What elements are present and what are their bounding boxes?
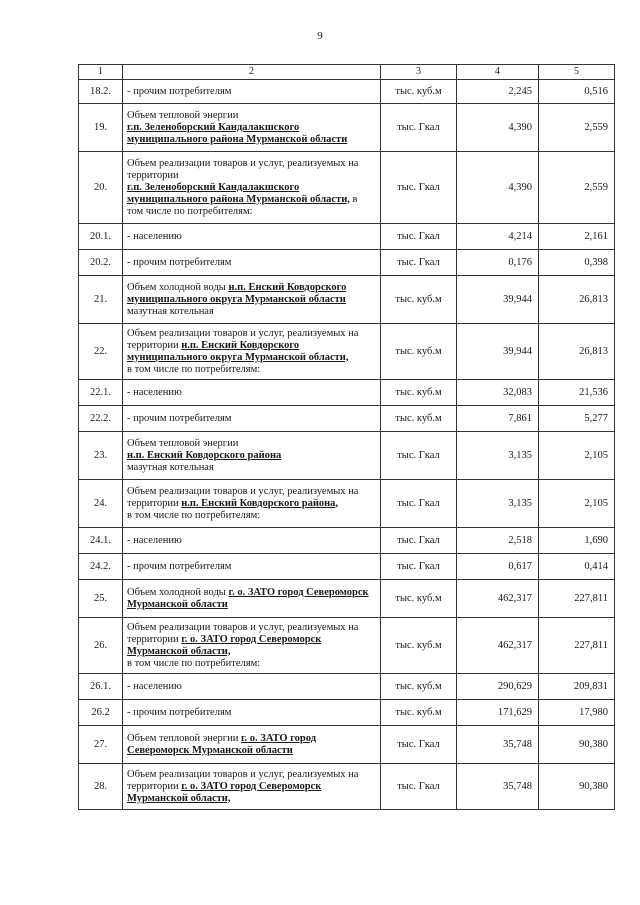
territory-name: г.п. Зеленоборский Кандалакшского муниципального района Мурманской области [127,121,348,145]
value-col5: 227,811 [539,618,615,674]
value-col5: 2,105 [539,432,615,480]
table-row [79,152,615,224]
description-text: Объем реализации товаров и услуг, реализуемых на территории [127,768,359,792]
row-description [123,764,381,810]
value-col4: 32,083 [457,380,539,406]
row-number: 27. [79,726,123,764]
value-col4: 462,317 [457,618,539,674]
unit-cell: тыс. Гкал [381,104,457,152]
description-text: Объем реализации товаров и услуг, реализуемых на территории [127,485,359,509]
header-cell: 2 [123,65,381,80]
value-col5: 26,813 [539,276,615,324]
value-col4: 4,390 [457,152,539,224]
value-col5: 90,380 [539,764,615,810]
territory-name: г.п. Зеленоборский Кандалакшского муниципального района Мурманской области, [127,181,350,205]
value-col5: 90,380 [539,726,615,764]
row-number: 26.2 [79,700,123,726]
unit-cell: тыс. Гкал [381,152,457,224]
table-row [79,528,615,554]
value-col5: 21,536 [539,380,615,406]
unit-cell: тыс. Гкал [381,480,457,528]
table-row [79,324,615,380]
value-col4: 7,861 [457,406,539,432]
description-text: Объем реализации товаров и услуг, реализуемых на территории [127,621,359,645]
table-row [79,380,615,406]
row-number: 20. [79,152,123,224]
territory-name: г. о. ЗАТО город Североморск Мурманской области [127,586,369,610]
unit-cell: тыс. Гкал [381,432,457,480]
unit-cell: тыс. Гкал [381,726,457,764]
value-col4: 39,944 [457,324,539,380]
value-col4: 0,176 [457,250,539,276]
row-description [123,380,381,406]
value-col5: 2,105 [539,480,615,528]
description-text: - населению [127,386,182,398]
unit-cell: тыс. Гкал [381,250,457,276]
territory-name: г. о. ЗАТО город Североморск Мурманской области [127,732,317,756]
row-number: 24.1. [79,528,123,554]
row-description [123,276,381,324]
value-col5: 2,559 [539,104,615,152]
header-cell: 1 [79,65,123,80]
territory-name: г. о. ЗАТО город Североморск Мурманской области, [127,780,322,804]
table-row [79,764,615,810]
table-row [79,224,615,250]
row-number: 26. [79,618,123,674]
table-row [79,618,615,674]
row-number: 21. [79,276,123,324]
value-col5: 26,813 [539,324,615,380]
value-col4: 2,518 [457,528,539,554]
row-number: 22.1. [79,380,123,406]
row-description [123,152,381,224]
description-text: - прочим потребителям [127,560,232,572]
value-col4: 462,317 [457,580,539,618]
value-col5: 2,161 [539,224,615,250]
unit-cell: тыс. Гкал [381,224,457,250]
data-table [78,64,615,810]
description-text: в том числе по потребителям: [127,363,261,375]
row-number: 19. [79,104,123,152]
unit-cell: тыс. Гкал [381,528,457,554]
row-number: 22. [79,324,123,380]
header-cell: 5 [539,65,615,80]
description-text: Объем тепловой энергии [127,732,241,744]
value-col5: 227,811 [539,580,615,618]
row-number: 28. [79,764,123,810]
table-row [79,276,615,324]
value-col5: 0,516 [539,80,615,104]
description-text: - прочим потребителям [127,256,232,268]
description-text: - населению [127,534,182,546]
value-col4: 4,390 [457,104,539,152]
row-description [123,726,381,764]
row-number: 20.2. [79,250,123,276]
header-cell: 4 [457,65,539,80]
unit-cell: тыс. куб.м [381,580,457,618]
table-row [79,700,615,726]
row-number: 26.1. [79,674,123,700]
unit-cell: тыс. куб.м [381,276,457,324]
row-number: 24. [79,480,123,528]
description-text: мазутная котельная [127,461,214,473]
unit-cell: тыс. куб.м [381,674,457,700]
value-col5: 1,690 [539,528,615,554]
table-row [79,104,615,152]
row-number: 23. [79,432,123,480]
description-text: - прочим потребителям [127,85,232,97]
value-col4: 2,245 [457,80,539,104]
row-number: 22.2. [79,406,123,432]
row-description [123,250,381,276]
unit-cell: тыс. куб.м [381,324,457,380]
description-text: Объем тепловой энергии [127,109,239,121]
unit-cell: тыс. куб.м [381,406,457,432]
territory-name: г. о. ЗАТО город Североморск Мурманской области, [127,633,322,657]
value-col5: 17,980 [539,700,615,726]
table-row [79,580,615,618]
value-col4: 171,629 [457,700,539,726]
row-description [123,104,381,152]
table-row [79,80,615,104]
row-number: 24.2. [79,554,123,580]
value-col5: 209,831 [539,674,615,700]
value-col4: 3,135 [457,480,539,528]
description-text: Объем холодной воды [127,281,229,293]
description-text: в том числе по потребителям: [127,657,261,669]
table-row [79,726,615,764]
table-row [79,480,615,528]
value-col4: 0,617 [457,554,539,580]
description-text: Объем реализации товаров и услуг, реализуемых на территории [127,157,359,181]
table-row [79,406,615,432]
territory-name: н.п. Енский Ковдорского муниципального округа Мурманской области, [127,339,349,363]
unit-cell: тыс. куб.м [381,700,457,726]
description-text: - прочим потребителям [127,412,232,424]
unit-cell: тыс. куб.м [381,80,457,104]
row-description [123,674,381,700]
unit-cell: тыс. Гкал [381,554,457,580]
row-description [123,324,381,380]
value-col5: 0,398 [539,250,615,276]
row-description [123,580,381,618]
row-description [123,528,381,554]
row-description [123,480,381,528]
territory-name: н.п. Енский Ковдорского района, [181,497,339,509]
description-text: в том числе по потребителям: [127,193,358,217]
value-col4: 290,629 [457,674,539,700]
row-number: 25. [79,580,123,618]
value-col5: 2,559 [539,152,615,224]
row-number: 20.1. [79,224,123,250]
value-col4: 35,748 [457,764,539,810]
table-row [79,432,615,480]
header-row [79,65,615,80]
territory-name: н.п. Енский Ковдорского района [127,449,282,461]
value-col4: 39,944 [457,276,539,324]
table-row [79,250,615,276]
table-body [79,65,615,810]
table-row [79,674,615,700]
description-text: - населению [127,230,182,242]
unit-cell: тыс. куб.м [381,618,457,674]
territory-name: н.п. Енский Ковдорского муниципального округа Мурманской области [127,281,347,305]
value-col4: 3,135 [457,432,539,480]
row-description [123,618,381,674]
description-text: - прочим потребителям [127,706,232,718]
row-description [123,432,381,480]
unit-cell: тыс. куб.м [381,380,457,406]
value-col4: 35,748 [457,726,539,764]
row-number: 18.2. [79,80,123,104]
description-text: в том числе по потребителям: [127,509,261,521]
header-cell: 3 [381,65,457,80]
row-description [123,80,381,104]
table-row [79,554,615,580]
value-col5: 5,277 [539,406,615,432]
description-text: Объем холодной воды [127,586,229,598]
description-text: Объем реализации товаров и услуг, реализуемых на территории [127,327,359,351]
unit-cell: тыс. Гкал [381,764,457,810]
value-col5: 0,414 [539,554,615,580]
row-description [123,700,381,726]
description-text: Объем тепловой энергии [127,437,239,449]
value-col4: 4,214 [457,224,539,250]
description-text: мазутная котельная [127,305,214,317]
row-description [123,554,381,580]
row-description [123,224,381,250]
description-text: - населению [127,680,182,692]
row-description [123,406,381,432]
page-number: 9 [317,30,323,42]
